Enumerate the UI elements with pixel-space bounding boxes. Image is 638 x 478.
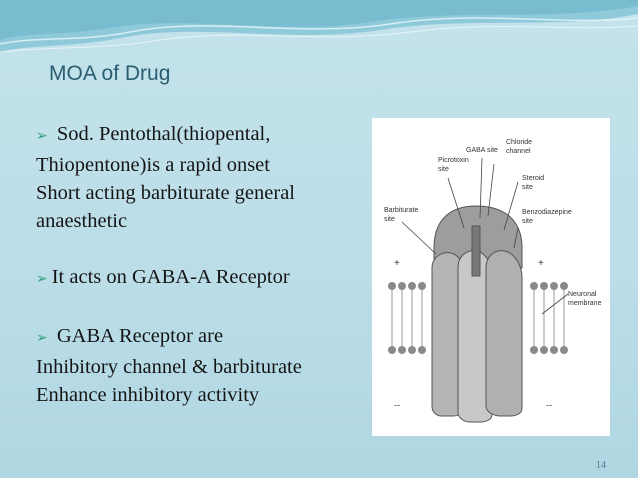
plus-sign-left: + (394, 258, 400, 269)
body-line-8: Enhance inhibitory activity (36, 384, 260, 406)
body-line-2: Thiopentone)is a rapid onset (36, 154, 270, 176)
spacer (36, 235, 366, 263)
body-line-4: anaesthetic (36, 210, 128, 232)
bullet-paragraph-1 (36, 120, 366, 151)
membrane-label: membrane (568, 300, 602, 307)
bullet-paragraph-2 (36, 263, 366, 294)
picrotoxin-label: Picrotoxin (438, 157, 469, 164)
minus-sign-left: -- (394, 400, 400, 410)
chloride-label: Chloride (506, 139, 533, 146)
receptor-body (432, 206, 522, 422)
slide-title: MOA of Drug (49, 62, 171, 85)
page-number: 14 (596, 460, 606, 471)
minus-sign-right: -- (546, 400, 552, 410)
spacer (36, 294, 366, 322)
barbiturate-site-label: site (384, 216, 395, 223)
steroid-label: Steroid (522, 175, 545, 182)
gaba-receptor-diagram (372, 118, 610, 436)
body-line-1: Sod. Pentothal(thiopental, (56, 123, 271, 145)
body-line-6: GABA Receptor are (56, 325, 224, 347)
picrotoxin-site-label: site (438, 166, 449, 173)
body-line-3: Short acting barbiturate general (36, 182, 295, 204)
arrow-bullet-icon: ➢ (36, 331, 48, 346)
arrow-bullet-icon: ➢ (36, 129, 48, 144)
decorative-wave-banner (0, 0, 638, 70)
body-line-5: It acts on GABA-A Receptor (51, 266, 290, 288)
steroid-site-label: site (522, 184, 533, 191)
gaba-site-label: GABA site (466, 147, 498, 154)
plus-sign-right: + (538, 258, 544, 269)
arrow-bullet-icon: ➢ (36, 272, 48, 287)
body-line-7: Inhibitory channel & barbiturate (36, 356, 302, 378)
benzodiazepine-site-label: site (522, 218, 533, 225)
slide-body (36, 120, 366, 409)
bullet-paragraph-3 (36, 322, 366, 353)
barbiturate-label: Barbiturate (384, 207, 419, 214)
benzodiazepine-label: Benzodiazepine (522, 209, 572, 216)
receptor-illustration (372, 118, 610, 436)
channel-label: channel (506, 148, 531, 155)
neuronal-label: Neuronal (568, 291, 597, 298)
